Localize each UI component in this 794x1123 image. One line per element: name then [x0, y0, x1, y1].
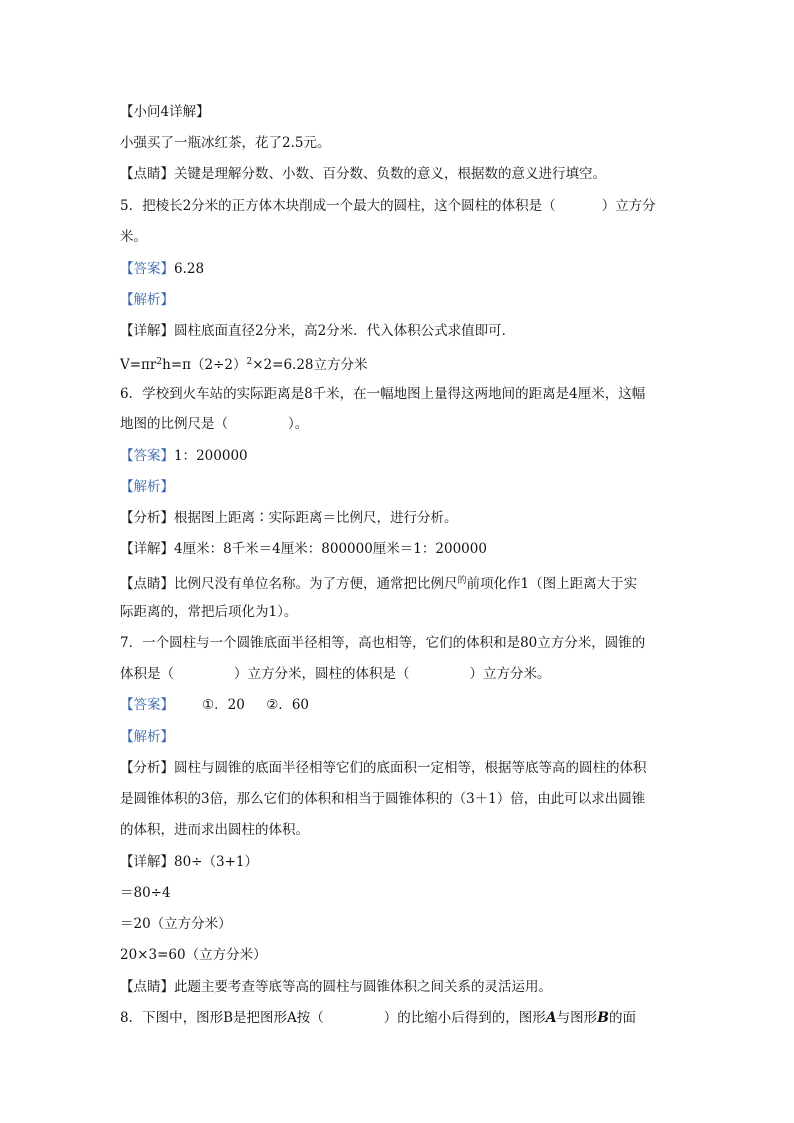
- calculation-step: ＝20（立方分米）: [120, 916, 232, 932]
- analysis-label: 【解析】: [120, 292, 174, 308]
- question-7: 7．一个圆柱与一个圆锥底面半径相等，高也相等，它们的体积和是80立方分米，圆锥的: [120, 635, 646, 651]
- question-5-text: 5．把棱长2分米的正方体木块削成一个最大的圆柱，这个圆柱的体积是（: [120, 198, 556, 214]
- question-7-continued: 体积是（ ）立方分米，圆柱的体积是（ ）立方分米。: [120, 666, 551, 682]
- answer-label: 【答案】: [120, 261, 174, 277]
- detail-explanation: 【详解】圆柱底面直径2分米，高2分米．代入体积公式求值即可．: [120, 323, 516, 339]
- question-5-text-end: ）立方分: [601, 198, 656, 214]
- subquestion-4-detail-heading: 【小问4详解】: [120, 104, 210, 120]
- detail-explanation: 【详解】80÷（3+1）: [120, 854, 258, 870]
- question-6: 6．学校到火车站的实际距离是8千米，在一幅地图上量得这两地间的距离是4厘米，这幅: [120, 386, 646, 402]
- answer-row: [120, 446, 248, 466]
- answer-text: 小强买了一瓶冰红茶，花了2.5元。: [120, 135, 331, 151]
- analysis-text: 【分析】圆柱与圆锥的底面半径相等它们的底面积一定相等，根据等底等高的圆柱的体积: [120, 760, 647, 776]
- key-point-continued: 际距离的，常把后项化为1）。: [120, 604, 298, 620]
- analysis-text: 是圆锥体积的3倍，那么它们的体积和相当于圆锥体积的（3＋1）倍，由此可以求出圆锥: [120, 791, 646, 807]
- answer-label: 【答案】: [120, 697, 174, 713]
- answer-value: 6.28: [174, 261, 205, 277]
- question-8: 8．下图中，图形B是把图形A按（ ）的比缩小后得到的，图形A与图形B的面: [120, 1010, 636, 1026]
- analysis-text: 【分析】根据图上距离∶实际距离＝比例尺，进行分析。: [120, 510, 458, 526]
- question-5: [120, 196, 656, 216]
- calculation-step: ＝80÷4: [120, 885, 171, 901]
- analysis-label: 【解析】: [120, 729, 174, 745]
- analysis-text: 的体积，进而求出圆柱的体积。: [120, 822, 309, 838]
- question-6-continued: 地图的比例尺是（ ）。: [120, 416, 309, 432]
- key-point: 【点睛】关键是理解分数、小数、百分数、负数的意义，根据数的意义进行填空。: [120, 166, 606, 182]
- key-point: 【点睛】比例尺没有单位名称。为了方便，通常把比例尺$^的$前项化作1（图上距离大于实: [120, 576, 638, 592]
- calculation-step: 20×3=60（立方分米）: [120, 947, 267, 963]
- answer-value: 1：200000: [174, 448, 248, 464]
- answer-value: ①．20 ②．60: [202, 697, 310, 713]
- volume-formula: $V=\pi r^2h=\pi(2\div 2)^2\times 2=6.28$立方分米: [120, 357, 368, 373]
- key-point: 【点睛】此题主要考查等底等高的圆柱与圆锥体积之间关系的灵活运用。: [120, 979, 552, 995]
- analysis-label: 【解析】: [120, 479, 174, 495]
- answer-row: [120, 259, 204, 279]
- answer-row: [120, 695, 309, 715]
- detail-explanation: 【详解】4厘米：8千米＝4厘米：800000厘米＝1：200000: [120, 541, 487, 557]
- answer-label: 【答案】: [120, 448, 174, 464]
- question-5-continued: 米。: [120, 229, 147, 245]
